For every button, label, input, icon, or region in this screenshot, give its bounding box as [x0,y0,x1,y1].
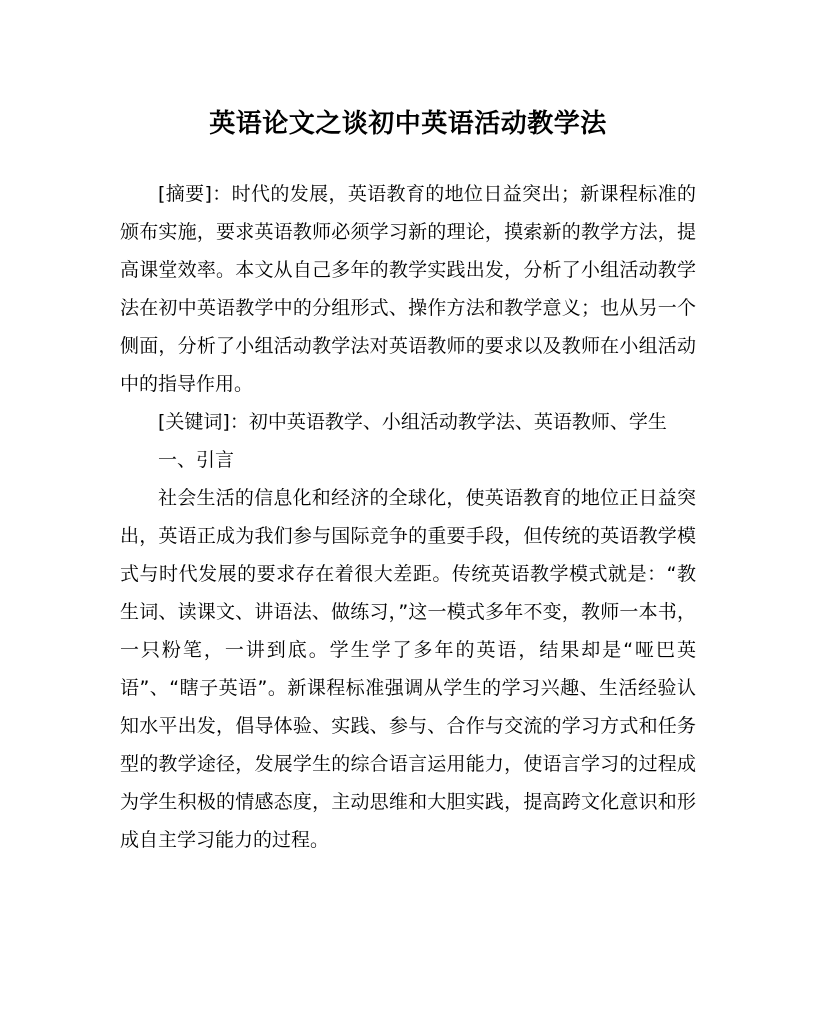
section-heading: 一、引言 [158,449,235,471]
keywords-paragraph: [关键词]：初中英语教学、小组活动教学法、英语教师、学生 [158,411,667,433]
document-title: 英语论文之谈初中英语活动教学法 [209,109,607,139]
abstract-paragraph: [摘要]：时代的发展，英语教育的地位日益突出；新课程标准的颁布实施，要求英语教师必须学习新的理论，摸索新的教学方法，提高课堂效率。本文从自己多年的教学实践出发，分析了小组活动教学法在初中英语教学中的分组形式、操作方法和教学意义；也从另一个侧面，分析了小组活动教学法对英语教师的要求以及教师在小组活动中的指导作用。 [120,183,696,395]
intro-paragraph: 社会生活的信息化和经济的全球化，使英语教育的地位正日益突出，英语正成为我们参与国际竞争的重要手段，但传统的英语教学模式与时代发展的要求存在着很大差距。传统英语教学模式就是：“教生词、读课文、讲语法、做练习，”这一模式多年不变，教师一本书，一只粉笔，一讲到底。学生学了多年的英语，结果却是“哑巴英语”、“瞎子英语”。新课程标准强调从学生的学习兴趣、生活经验认知水平出发，倡导体验、实践、参与、合作与交流的学习方式和任务型的教学途径，发展学生的综合语言运用能力，使语言学习的过程成为学生积极的情感态度，主动思维和大胆实践，提高跨文化意识和形成自主学习能力的过程。 [120,487,696,851]
document-body [120,175,696,859]
